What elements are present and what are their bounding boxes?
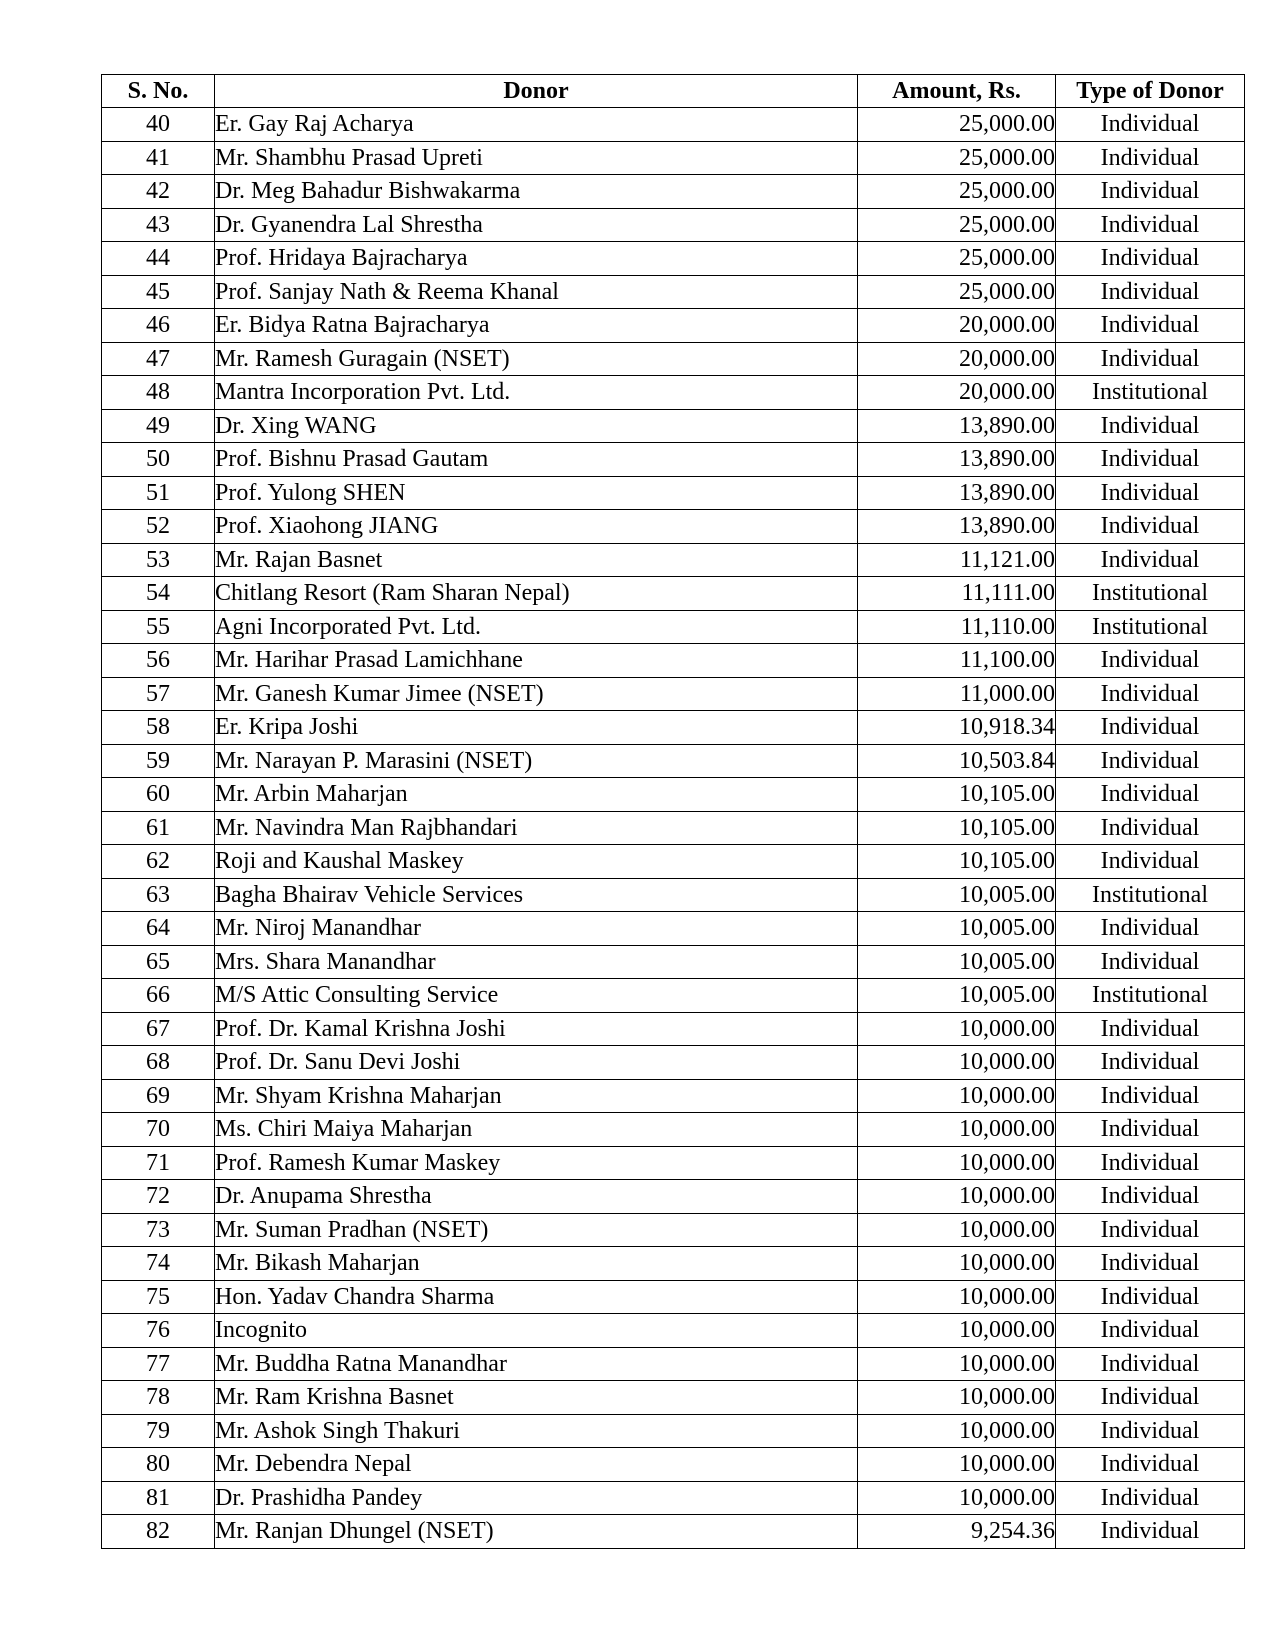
donor-type-cell: Individual xyxy=(1056,309,1245,343)
serial-number-cell: 72 xyxy=(102,1180,215,1214)
amount-cell: 10,105.00 xyxy=(858,811,1056,845)
donor-type-cell: Individual xyxy=(1056,1247,1245,1281)
serial-number-cell: 49 xyxy=(102,409,215,443)
donor-name-cell: Mr. Suman Pradhan (NSET) xyxy=(215,1213,858,1247)
donor-name-cell: Mr. Ram Krishna Basnet xyxy=(215,1381,858,1415)
table-row xyxy=(102,979,1245,1013)
amount-cell: 10,000.00 xyxy=(858,1180,1056,1214)
table-row xyxy=(102,208,1245,242)
table-row xyxy=(102,845,1245,879)
amount-cell: 11,111.00 xyxy=(858,577,1056,611)
serial-number-cell: 80 xyxy=(102,1448,215,1482)
donor-name-cell: Dr. Anupama Shrestha xyxy=(215,1180,858,1214)
serial-number-cell: 68 xyxy=(102,1046,215,1080)
donor-name-cell: Ms. Chiri Maiya Maharjan xyxy=(215,1113,858,1147)
amount-cell: 10,000.00 xyxy=(858,1046,1056,1080)
table-row xyxy=(102,577,1245,611)
amount-cell: 10,000.00 xyxy=(858,1314,1056,1348)
donor-name-cell: Prof. Bishnu Prasad Gautam xyxy=(215,443,858,477)
donor-type-cell: Individual xyxy=(1056,242,1245,276)
amount-cell: 9,254.36 xyxy=(858,1515,1056,1549)
amount-cell: 10,918.34 xyxy=(858,711,1056,745)
table-row xyxy=(102,945,1245,979)
serial-number-cell: 82 xyxy=(102,1515,215,1549)
donor-name-cell: Mr. Ranjan Dhungel (NSET) xyxy=(215,1515,858,1549)
serial-number-cell: 42 xyxy=(102,175,215,209)
serial-number-cell: 64 xyxy=(102,912,215,946)
donor-name-cell: Roji and Kaushal Maskey xyxy=(215,845,858,879)
table-row xyxy=(102,242,1245,276)
donor-name-cell: Prof. Xiaohong JIANG xyxy=(215,510,858,544)
table-row xyxy=(102,878,1245,912)
amount-cell: 10,000.00 xyxy=(858,1146,1056,1180)
table-row xyxy=(102,543,1245,577)
donor-name-cell: Mr. Bikash Maharjan xyxy=(215,1247,858,1281)
donor-type-cell: Individual xyxy=(1056,1113,1245,1147)
donor-name-cell: Mrs. Shara Manandhar xyxy=(215,945,858,979)
table-row xyxy=(102,108,1245,142)
serial-number-cell: 61 xyxy=(102,811,215,845)
donor-name-cell: Mr. Narayan P. Marasini (NSET) xyxy=(215,744,858,778)
donor-name-cell: Agni Incorporated Pvt. Ltd. xyxy=(215,610,858,644)
donor-type-cell: Individual xyxy=(1056,275,1245,309)
table-row xyxy=(102,811,1245,845)
serial-number-cell: 78 xyxy=(102,1381,215,1415)
donor-type-cell: Individual xyxy=(1056,1314,1245,1348)
donor-name-cell: Mantra Incorporation Pvt. Ltd. xyxy=(215,376,858,410)
table-row xyxy=(102,1347,1245,1381)
table-row xyxy=(102,1481,1245,1515)
donor-name-cell: Mr. Arbin Maharjan xyxy=(215,778,858,812)
serial-number-cell: 62 xyxy=(102,845,215,879)
serial-number-cell: 57 xyxy=(102,677,215,711)
donor-type-cell: Individual xyxy=(1056,1515,1245,1549)
table-row xyxy=(102,309,1245,343)
serial-number-cell: 53 xyxy=(102,543,215,577)
table-row xyxy=(102,275,1245,309)
donor-name-cell: Mr. Ramesh Guragain (NSET) xyxy=(215,342,858,376)
donor-name-cell: Mr. Ganesh Kumar Jimee (NSET) xyxy=(215,677,858,711)
donor-type-cell: Individual xyxy=(1056,1079,1245,1113)
amount-cell: 11,110.00 xyxy=(858,610,1056,644)
donor-name-cell: Er. Gay Raj Acharya xyxy=(215,108,858,142)
table-row xyxy=(102,778,1245,812)
serial-number-cell: 43 xyxy=(102,208,215,242)
table-row xyxy=(102,1012,1245,1046)
table-row xyxy=(102,644,1245,678)
serial-number-cell: 52 xyxy=(102,510,215,544)
donor-type-cell: Individual xyxy=(1056,342,1245,376)
table-row xyxy=(102,342,1245,376)
table-row xyxy=(102,1046,1245,1080)
donor-type-cell: Individual xyxy=(1056,543,1245,577)
table-row xyxy=(102,443,1245,477)
donor-type-cell: Individual xyxy=(1056,945,1245,979)
header-amount: Amount, Rs. xyxy=(858,75,1056,108)
amount-cell: 10,000.00 xyxy=(858,1414,1056,1448)
donor-name-cell: Mr. Shyam Krishna Maharjan xyxy=(215,1079,858,1113)
donor-type-cell: Individual xyxy=(1056,677,1245,711)
amount-cell: 11,121.00 xyxy=(858,543,1056,577)
donor-name-cell: Mr. Niroj Manandhar xyxy=(215,912,858,946)
serial-number-cell: 75 xyxy=(102,1280,215,1314)
donor-name-cell: Prof. Yulong SHEN xyxy=(215,476,858,510)
table-row xyxy=(102,1247,1245,1281)
donor-type-cell: Individual xyxy=(1056,208,1245,242)
table-row xyxy=(102,1213,1245,1247)
donor-name-cell: Prof. Dr. Kamal Krishna Joshi xyxy=(215,1012,858,1046)
donor-name-cell: Dr. Xing WANG xyxy=(215,409,858,443)
serial-number-cell: 47 xyxy=(102,342,215,376)
serial-number-cell: 45 xyxy=(102,275,215,309)
serial-number-cell: 77 xyxy=(102,1347,215,1381)
header-row xyxy=(102,75,1245,108)
amount-cell: 10,005.00 xyxy=(858,878,1056,912)
donor-type-cell: Individual xyxy=(1056,711,1245,745)
table-row xyxy=(102,409,1245,443)
donor-type-cell: Individual xyxy=(1056,644,1245,678)
table-row xyxy=(102,1280,1245,1314)
donor-name-cell: Er. Bidya Ratna Bajracharya xyxy=(215,309,858,343)
serial-number-cell: 60 xyxy=(102,778,215,812)
table-row xyxy=(102,677,1245,711)
serial-number-cell: 59 xyxy=(102,744,215,778)
amount-cell: 10,105.00 xyxy=(858,845,1056,879)
serial-number-cell: 54 xyxy=(102,577,215,611)
donor-type-cell: Individual xyxy=(1056,778,1245,812)
amount-cell: 11,000.00 xyxy=(858,677,1056,711)
donor-type-cell: Institutional xyxy=(1056,376,1245,410)
donor-name-cell: Prof. Dr. Sanu Devi Joshi xyxy=(215,1046,858,1080)
amount-cell: 10,000.00 xyxy=(858,1079,1056,1113)
table-row xyxy=(102,610,1245,644)
serial-number-cell: 79 xyxy=(102,1414,215,1448)
donor-type-cell: Individual xyxy=(1056,510,1245,544)
donor-type-cell: Individual xyxy=(1056,1414,1245,1448)
serial-number-cell: 46 xyxy=(102,309,215,343)
amount-cell: 10,005.00 xyxy=(858,945,1056,979)
donor-type-cell: Institutional xyxy=(1056,878,1245,912)
serial-number-cell: 56 xyxy=(102,644,215,678)
amount-cell: 25,000.00 xyxy=(858,208,1056,242)
header-donor-type: Type of Donor xyxy=(1056,75,1245,108)
amount-cell: 10,503.84 xyxy=(858,744,1056,778)
serial-number-cell: 63 xyxy=(102,878,215,912)
donor-name-cell: Dr. Prashidha Pandey xyxy=(215,1481,858,1515)
donor-name-cell: Bagha Bhairav Vehicle Services xyxy=(215,878,858,912)
donor-name-cell: M/S Attic Consulting Service xyxy=(215,979,858,1013)
serial-number-cell: 69 xyxy=(102,1079,215,1113)
table-row xyxy=(102,744,1245,778)
header-serial-number: S. No. xyxy=(102,75,215,108)
donor-type-cell: Institutional xyxy=(1056,979,1245,1013)
amount-cell: 20,000.00 xyxy=(858,309,1056,343)
table-header xyxy=(102,75,1245,108)
donor-type-cell: Individual xyxy=(1056,1180,1245,1214)
amount-cell: 10,000.00 xyxy=(858,1481,1056,1515)
serial-number-cell: 70 xyxy=(102,1113,215,1147)
amount-cell: 25,000.00 xyxy=(858,108,1056,142)
table-row xyxy=(102,1113,1245,1147)
table-body xyxy=(102,108,1245,1549)
serial-number-cell: 76 xyxy=(102,1314,215,1348)
donor-type-cell: Individual xyxy=(1056,108,1245,142)
header-donor: Donor xyxy=(215,75,858,108)
donor-name-cell: Mr. Rajan Basnet xyxy=(215,543,858,577)
donor-type-cell: Institutional xyxy=(1056,577,1245,611)
donor-name-cell: Dr. Gyanendra Lal Shrestha xyxy=(215,208,858,242)
donor-type-cell: Individual xyxy=(1056,845,1245,879)
table-row xyxy=(102,1314,1245,1348)
donor-name-cell: Mr. Buddha Ratna Manandhar xyxy=(215,1347,858,1381)
serial-number-cell: 48 xyxy=(102,376,215,410)
amount-cell: 10,000.00 xyxy=(858,1012,1056,1046)
amount-cell: 13,890.00 xyxy=(858,510,1056,544)
donor-table xyxy=(101,74,1245,1549)
serial-number-cell: 66 xyxy=(102,979,215,1013)
amount-cell: 13,890.00 xyxy=(858,409,1056,443)
table-row xyxy=(102,1180,1245,1214)
amount-cell: 10,000.00 xyxy=(858,1381,1056,1415)
serial-number-cell: 81 xyxy=(102,1481,215,1515)
donor-name-cell: Dr. Meg Bahadur Bishwakarma xyxy=(215,175,858,209)
donor-type-cell: Individual xyxy=(1056,409,1245,443)
donor-type-cell: Individual xyxy=(1056,443,1245,477)
table-row xyxy=(102,912,1245,946)
serial-number-cell: 44 xyxy=(102,242,215,276)
donor-type-cell: Individual xyxy=(1056,1046,1245,1080)
amount-cell: 10,000.00 xyxy=(858,1247,1056,1281)
table-row xyxy=(102,1381,1245,1415)
donor-type-cell: Individual xyxy=(1056,1280,1245,1314)
amount-cell: 10,000.00 xyxy=(858,1213,1056,1247)
donor-type-cell: Individual xyxy=(1056,141,1245,175)
donor-name-cell: Mr. Harihar Prasad Lamichhane xyxy=(215,644,858,678)
table-row xyxy=(102,711,1245,745)
serial-number-cell: 74 xyxy=(102,1247,215,1281)
amount-cell: 10,000.00 xyxy=(858,1280,1056,1314)
table-row xyxy=(102,510,1245,544)
amount-cell: 10,005.00 xyxy=(858,912,1056,946)
donor-type-cell: Individual xyxy=(1056,912,1245,946)
donor-name-cell: Prof. Hridaya Bajracharya xyxy=(215,242,858,276)
amount-cell: 10,000.00 xyxy=(858,1347,1056,1381)
table-row xyxy=(102,141,1245,175)
donor-name-cell: Mr. Shambhu Prasad Upreti xyxy=(215,141,858,175)
serial-number-cell: 51 xyxy=(102,476,215,510)
serial-number-cell: 50 xyxy=(102,443,215,477)
table-row xyxy=(102,1515,1245,1549)
amount-cell: 10,005.00 xyxy=(858,979,1056,1013)
amount-cell: 11,100.00 xyxy=(858,644,1056,678)
serial-number-cell: 41 xyxy=(102,141,215,175)
donor-name-cell: Hon. Yadav Chandra Sharma xyxy=(215,1280,858,1314)
donor-type-cell: Individual xyxy=(1056,744,1245,778)
donor-type-cell: Individual xyxy=(1056,1012,1245,1046)
donor-type-cell: Individual xyxy=(1056,811,1245,845)
donor-type-cell: Institutional xyxy=(1056,610,1245,644)
donor-type-cell: Individual xyxy=(1056,175,1245,209)
amount-cell: 25,000.00 xyxy=(858,175,1056,209)
amount-cell: 25,000.00 xyxy=(858,275,1056,309)
table-row xyxy=(102,1414,1245,1448)
table-row xyxy=(102,1448,1245,1482)
serial-number-cell: 71 xyxy=(102,1146,215,1180)
donor-name-cell: Mr. Navindra Man Rajbhandari xyxy=(215,811,858,845)
donor-name-cell: Prof. Sanjay Nath & Reema Khanal xyxy=(215,275,858,309)
serial-number-cell: 67 xyxy=(102,1012,215,1046)
amount-cell: 13,890.00 xyxy=(858,476,1056,510)
serial-number-cell: 58 xyxy=(102,711,215,745)
donor-name-cell: Er. Kripa Joshi xyxy=(215,711,858,745)
amount-cell: 25,000.00 xyxy=(858,242,1056,276)
amount-cell: 25,000.00 xyxy=(858,141,1056,175)
amount-cell: 13,890.00 xyxy=(858,443,1056,477)
table-row xyxy=(102,376,1245,410)
donor-name-cell: Mr. Ashok Singh Thakuri xyxy=(215,1414,858,1448)
donor-type-cell: Individual xyxy=(1056,1146,1245,1180)
amount-cell: 10,000.00 xyxy=(858,1113,1056,1147)
amount-cell: 20,000.00 xyxy=(858,376,1056,410)
serial-number-cell: 73 xyxy=(102,1213,215,1247)
table-row xyxy=(102,476,1245,510)
donor-name-cell: Chitlang Resort (Ram Sharan Nepal) xyxy=(215,577,858,611)
donor-type-cell: Individual xyxy=(1056,1481,1245,1515)
donor-name-cell: Incognito xyxy=(215,1314,858,1348)
table-row xyxy=(102,1079,1245,1113)
serial-number-cell: 65 xyxy=(102,945,215,979)
table-row xyxy=(102,175,1245,209)
serial-number-cell: 55 xyxy=(102,610,215,644)
donor-name-cell: Mr. Debendra Nepal xyxy=(215,1448,858,1482)
amount-cell: 10,105.00 xyxy=(858,778,1056,812)
donor-type-cell: Individual xyxy=(1056,1448,1245,1482)
donor-name-cell: Prof. Ramesh Kumar Maskey xyxy=(215,1146,858,1180)
amount-cell: 20,000.00 xyxy=(858,342,1056,376)
donor-type-cell: Individual xyxy=(1056,1213,1245,1247)
donor-type-cell: Individual xyxy=(1056,1347,1245,1381)
table-row xyxy=(102,1146,1245,1180)
amount-cell: 10,000.00 xyxy=(858,1448,1056,1482)
serial-number-cell: 40 xyxy=(102,108,215,142)
donor-type-cell: Individual xyxy=(1056,476,1245,510)
donor-type-cell: Individual xyxy=(1056,1381,1245,1415)
